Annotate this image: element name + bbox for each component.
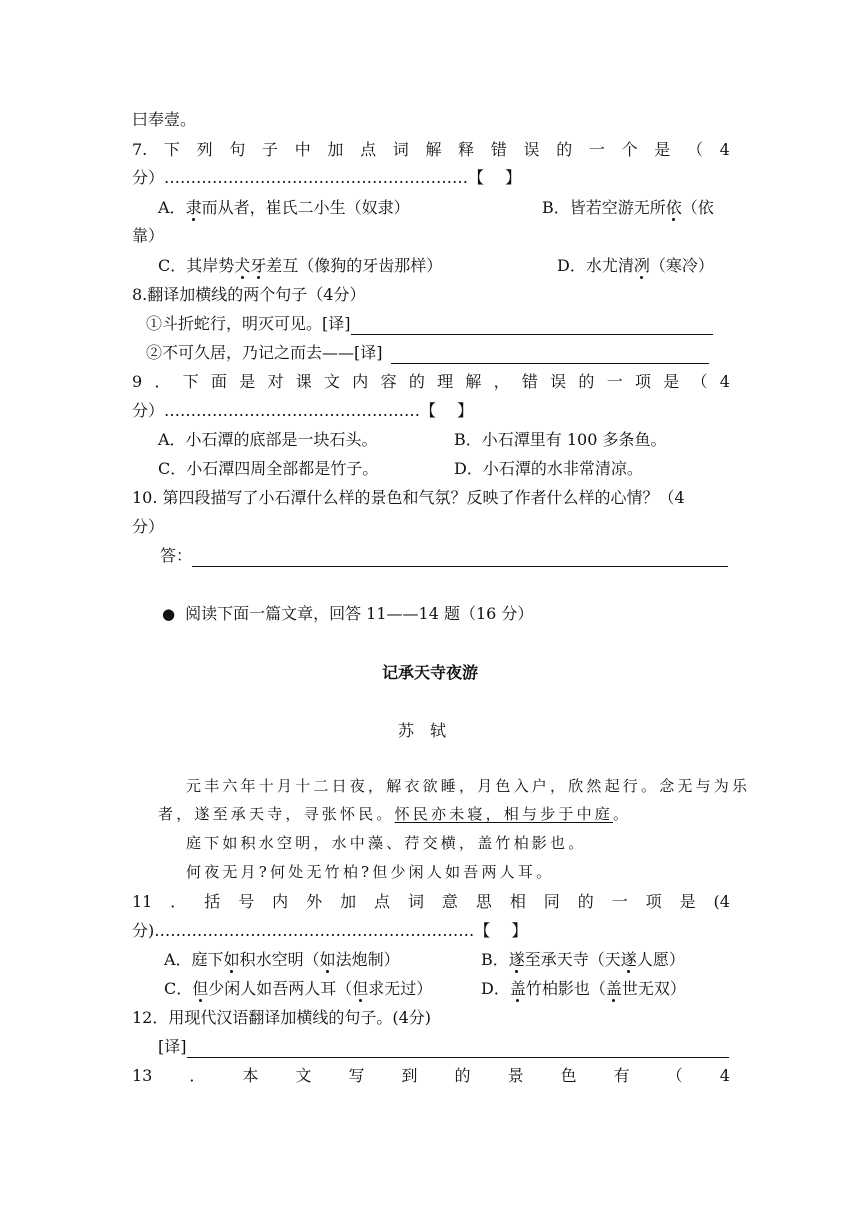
stem-char: 误: [523, 140, 540, 159]
stem-char: ．: [154, 372, 171, 391]
question-7-option-b: B．皆若空游无所依（依: [542, 198, 714, 217]
question-9-option-d: D．小石潭的水非常清凉。: [454, 459, 643, 478]
stem-char: 加: [327, 140, 344, 159]
stem-char: 错: [521, 372, 538, 391]
bullet-icon: ●: [162, 605, 176, 623]
stem-char: 思: [475, 892, 492, 911]
question-10-continuation: 分）: [132, 517, 165, 536]
stem-char: 的: [577, 892, 594, 911]
stem-char: 句: [229, 140, 246, 159]
stem-char: 一: [606, 372, 623, 391]
stem-char: 容: [380, 372, 397, 391]
stem-char: 文: [324, 372, 341, 391]
stem-char: 13: [132, 1066, 153, 1085]
question-9-continuation: 分）…………………………………………【 】: [132, 401, 474, 420]
stem-char: 解: [465, 372, 482, 391]
stem-char: 是: [679, 892, 696, 911]
stem-char: ．: [189, 1066, 206, 1085]
stem-char: 外: [306, 892, 323, 911]
question-7-option-c: C．其岸势犬牙差互（像狗的牙齿那样）: [158, 256, 443, 275]
stem-char: 是: [654, 140, 671, 159]
stem-char: 有: [613, 1066, 630, 1085]
question-11-stem: [132, 891, 730, 913]
stem-char: 的: [454, 1066, 471, 1085]
stem-char: 括: [204, 892, 221, 911]
stem-char: 景: [507, 1066, 524, 1085]
stem-char: 4: [719, 140, 730, 159]
question-11-option-d: D．盖竹柏影也（盖世无双）: [481, 979, 686, 998]
stem-char: 中: [294, 140, 311, 159]
stem-char: （: [686, 140, 703, 159]
stem-char: 误: [550, 372, 567, 391]
question-7-option-b-cont: 靠）: [132, 226, 165, 245]
stem-char: 项: [645, 892, 662, 911]
stem-char: ，: [493, 372, 510, 391]
stem-char: 项: [634, 372, 651, 391]
stem-char: 下: [182, 372, 199, 391]
passage-title: 记承天寺夜游: [381, 663, 478, 682]
question-10-answer: [160, 545, 730, 567]
stem-char: （: [691, 372, 708, 391]
question-9-option-a: A．小石潭的底部是一块石头。: [158, 430, 378, 449]
stem-char: 点: [360, 140, 377, 159]
question-7-option-a: A．隶而从者，崔氏二小生（奴隶）: [158, 198, 410, 217]
sentence-label: ②不可久居，乃记之而去——[译]: [146, 343, 383, 362]
stem-char: 的: [578, 372, 595, 391]
question-11-option-b: B．遂至承天寺（天遂人愿）: [481, 950, 685, 969]
question-12: 12．用现代汉语翻译加横线的句子。(4分): [132, 1008, 432, 1027]
reading-prompt: ● 阅读下面一篇文章，回答 11——14 题（16 分）: [162, 604, 534, 623]
answer-blank[interactable]: [192, 550, 728, 567]
question-13-stem: [132, 1065, 730, 1087]
stem-char: （: [666, 1066, 683, 1085]
passage-paragraph: 者，遂至承天寺，寻张怀民。怀民亦未寝，相与步于中庭。: [158, 805, 632, 823]
stem-char: 面: [210, 372, 227, 391]
question-9-stem: [132, 371, 730, 393]
stem-char: 内: [352, 372, 369, 391]
stem-char: (4: [713, 892, 730, 911]
stem-char: 是: [239, 372, 256, 391]
question-8-item-1: [146, 313, 730, 335]
stem-char: 的: [556, 140, 573, 159]
question-8: 8.翻译加横线的两个句子（4分）: [132, 285, 366, 304]
stem-char: 加: [340, 892, 357, 911]
stem-char: 号: [238, 892, 255, 911]
stem-char: 9: [132, 372, 143, 391]
stem-char: 词: [407, 892, 424, 911]
text-line: 曰奉壹。: [132, 110, 197, 129]
stem-char: 同: [543, 892, 560, 911]
passage-author: 苏轼: [397, 721, 462, 740]
underlined-sentence: 怀民亦未寝，相与步于中庭: [394, 805, 614, 823]
stem-char: 解: [425, 140, 442, 159]
question-10: 10. 第四段描写了小石潭什么样的景色和气氛？反映了作者什么样的心情？（4: [132, 488, 685, 507]
stem-char: 对: [267, 372, 284, 391]
stem-char: 错: [490, 140, 507, 159]
passage-paragraph: 何夜无月?何处无竹柏?但少闲人如吾两人耳。: [186, 863, 555, 881]
question-11-continuation: 分)……………………………………………………【 】: [132, 921, 528, 940]
stem-char: 11: [132, 892, 153, 911]
stem-char: 释: [458, 140, 475, 159]
stem-char: 写: [348, 1066, 365, 1085]
stem-char: 下: [163, 140, 180, 159]
answer-label: 答：: [160, 546, 193, 565]
stem-char: 内: [272, 892, 289, 911]
stem-char: 理: [437, 372, 454, 391]
stem-char: 本: [242, 1066, 259, 1085]
question-11-option-a: A．庭下如积水空明（如法炮制）: [164, 950, 400, 969]
answer-blank[interactable]: [187, 1041, 729, 1058]
stem-char: 个: [621, 140, 638, 159]
stem-char: 4: [719, 1066, 730, 1085]
stem-char: 词: [392, 140, 409, 159]
stem-char: 一: [588, 140, 605, 159]
question-12-answer: [158, 1036, 730, 1058]
question-9-option-c: C．小石潭四周全部都是竹子。: [158, 459, 379, 478]
stem-char: 点: [374, 892, 391, 911]
stem-char: 4: [719, 372, 730, 391]
question-7-option-d: D．水尤清冽（寒冷）: [557, 256, 714, 275]
question-7-stem: [132, 139, 730, 161]
stem-char: 色: [560, 1066, 577, 1085]
question-7-continuation: 分）…………………………………………………【 】: [132, 168, 522, 187]
answer-blank[interactable]: [391, 347, 709, 364]
stem-char: 的: [408, 372, 425, 391]
stem-char: 文: [295, 1066, 312, 1085]
stem-char: 课: [295, 372, 312, 391]
question-8-item-2: [146, 342, 730, 364]
question-9-option-b: B．小石潭里有 100 多条鱼。: [454, 430, 667, 449]
stem-char: ．: [170, 892, 187, 911]
question-11-option-c: C．但少闲人如吾两人耳（但求无过）: [164, 979, 433, 998]
stem-char: 一: [611, 892, 628, 911]
stem-char: 列: [196, 140, 213, 159]
stem-char: 意: [441, 892, 458, 911]
stem-char: 7.: [132, 140, 148, 159]
answer-label: [译]: [158, 1037, 187, 1056]
stem-char: 是: [663, 372, 680, 391]
stem-char: 子: [262, 140, 279, 159]
sentence-label: ①斗折蛇行，明灭可见。[译]: [146, 314, 351, 333]
passage-paragraph: 元丰六年十月十二日夜，解衣欲睡，月色入户，欣然起行。念无与为乐: [186, 777, 751, 795]
answer-blank[interactable]: [351, 318, 713, 335]
passage-paragraph: 庭下如积水空明，水中藻、荇交横，盖竹柏影也。: [186, 834, 587, 852]
stem-char: 相: [509, 892, 526, 911]
stem-char: 到: [401, 1066, 418, 1085]
